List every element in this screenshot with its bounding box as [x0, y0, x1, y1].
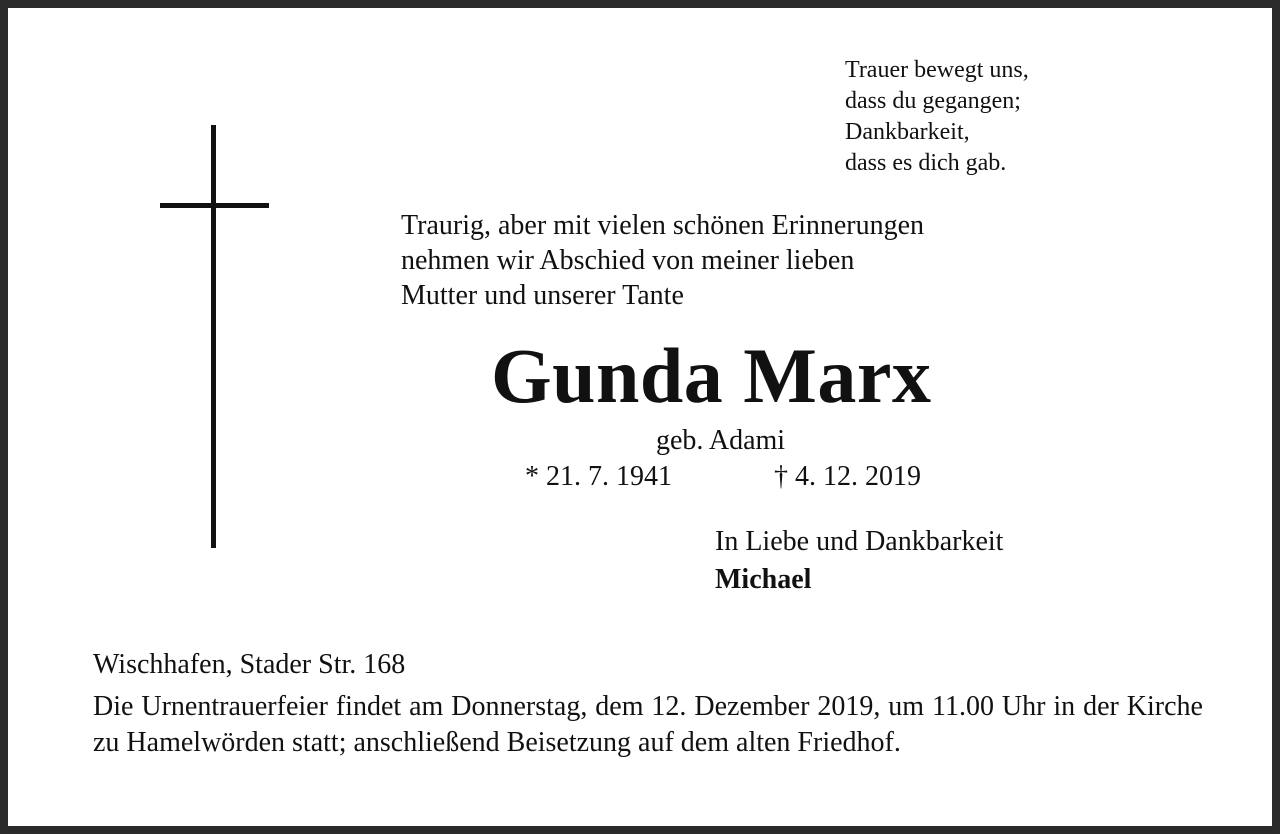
address: Wischhafen, Stader Str. 168 [93, 649, 406, 680]
poem [845, 55, 1029, 179]
intro-line: Mutter und unserer Tante [401, 280, 684, 311]
poem-line: dass es dich gab. [845, 150, 1007, 176]
intro-line: Traurig, aber mit vielen schönen Erinnerungen [401, 210, 925, 241]
cross-icon [211, 125, 216, 548]
birth-date: * 21. 7. 1941 [525, 461, 672, 492]
death-date: † 4. 12. 2019 [774, 461, 921, 492]
closing [715, 523, 1003, 599]
closing-text: In Liebe und Dankbarkeit [715, 526, 1004, 557]
deceased-name: Gunda Marx [491, 332, 932, 419]
intro-line: nehmen wir Abschied von meiner lieben [401, 245, 855, 276]
poem-line: Trauer bewegt uns, [845, 57, 1029, 83]
cross-icon-bar [160, 203, 269, 208]
poem-line: dass du gegangen; [845, 88, 1021, 114]
birth-name: geb. Adami [656, 425, 786, 456]
poem-line: Dankbarkeit, [845, 119, 970, 145]
funeral-notice: Die Urnentrauerfeier findet am Donnerstag, dem 12. Dezember 2019, um 11.00 Uhr in der Kirche zu Hamelwörden statt; anschließend Beisetzung auf dem alten Friedhof. [93, 691, 1203, 758]
intro-text [401, 208, 924, 313]
signer-name: Michael [715, 564, 812, 595]
